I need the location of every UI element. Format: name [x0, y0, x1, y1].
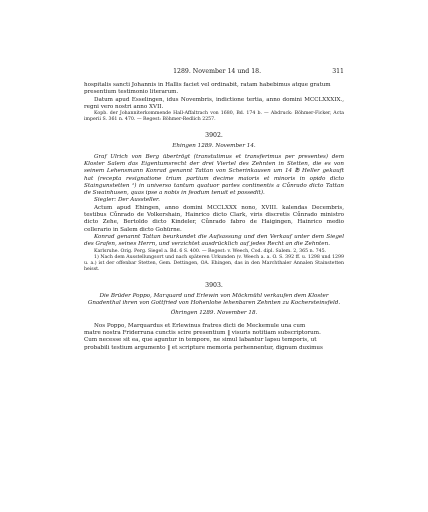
running-head-title: 1289. November 14 und 18.: [173, 68, 262, 75]
doc3902-siegler: Siegler: Der Aussteller.: [94, 197, 160, 204]
doc3903-place-date: Öhringen 1289. November 18.: [170, 309, 258, 316]
doc3903-line2: matre nostra Friderruna cunctis scire presentium ‖ visuris notitiam subscriptorum.: [84, 330, 321, 337]
doc3901-line2: presentium testimonio literarum.: [84, 89, 179, 96]
running-head: [84, 68, 344, 76]
doc3902-conrad-note: Konrad genannt Tattan beurkundet die Aufsassung und den Verkauf unter dem Siegel des Grafen, seines Herrn, und verzichtet ausdrücklich auf jedes Recht an die Zehnten.: [84, 233, 344, 248]
doc3902-place-date: Ehingen 1289. November 14.: [172, 143, 256, 150]
doc3902-archive-note: Karlsruhe. Orig. Perg. Siegel a. Bd. 6 S. 400. — Regest: v. Weech, Cod. dipl. Salem. 2, 365 n. 745.: [94, 248, 327, 254]
doc3901-datum: Datum apud Esselingen, idus Novembris, indictione tertia, anno domini MCCLXXXIX., regni vero nostri anno XVII.: [84, 96, 344, 110]
doc3902-footnote: 1) Nach dem Ausstellungsort und nach späteren Urkunden (v. Weech a. a. O. S. 392 ff. u. 1298 und 1299 u. a.) ist der offenbar Stetten, Gem. Dettingen, OA. Ehingen, das in den Marchthaler Annalen Stainstetten heisst.: [84, 254, 344, 272]
doc3903-line3: Cum necesse sit ea, que aguntur in tempore, ne simul labantur lapsu temporis, ut: [84, 337, 317, 344]
doc3902-actum: Actum apud Ehingen, anno domini MCCLXXX nono, XVIII. kalendas Decembris, testibus Cůnrado de Volkershain, Hainrico dicto Clark, viris discretis Cůnrado ministro dicto Zehe, Bertoldo dicto Kindeler, Cůnrado fabro de Haigingen, Hainrico medio cellerario in Salem dicto Gohürne.: [84, 204, 344, 233]
doc3903-number: 3903.: [205, 281, 223, 289]
doc3902-number: 3902.: [205, 132, 223, 140]
doc3902-summary: Graf Ulrich von Berg übertrögt (transtulimus et transferimus per presentes) dem Kloster Salem das Eigentumsrecht der drei Viertel des Zehnten in Stetten, die es von seinem Lehensmann Konrad genannt Tattan von Scherinkausen um 14 ℔ Heller gekauft hat (recepta resignatione trium partium decime maioris et minoris in opido dicto Staingunstetten ¹) in universo tantum quatuor partes continentis a Cůnrado dicto Tattan de Swainhusen, quas ipse a nobis in feodum tenuit et possedit).: [84, 153, 344, 197]
doc3903-summary: Die Brüder Poppo, Marquard und Erlewin von Möckmühl verkaufen dem Kloster Gnadenthal ihren von Gottfried von Hohenlohe lehenbaren Zehnten zu Kochersteinsfeld.: [87, 292, 341, 307]
doc3901-line1: hospitalis sancti Johannis in Hallis faciet vel ordinabit, ratam habebimus atque gratum: [84, 82, 331, 88]
doc3903-line1: Nos Poppo, Marquardus et Erlewinus fratres dicti de Meckemule una cum: [94, 322, 306, 329]
page-number: 311: [332, 68, 344, 75]
doc3901-source-note: Kopb. der Johanniterkommende Hall-Affaltrach von 1680, Bd. 174 b. — Abdruck: Böhmer-Ficker, Acta imperii S. 361 n. 470. — Regest: Böhmer-Redlich 2257.: [84, 111, 344, 123]
doc3903-line4: probabili testium argumento ‖ et scripture memoria perhennentur, dignum duximus: [84, 344, 323, 351]
